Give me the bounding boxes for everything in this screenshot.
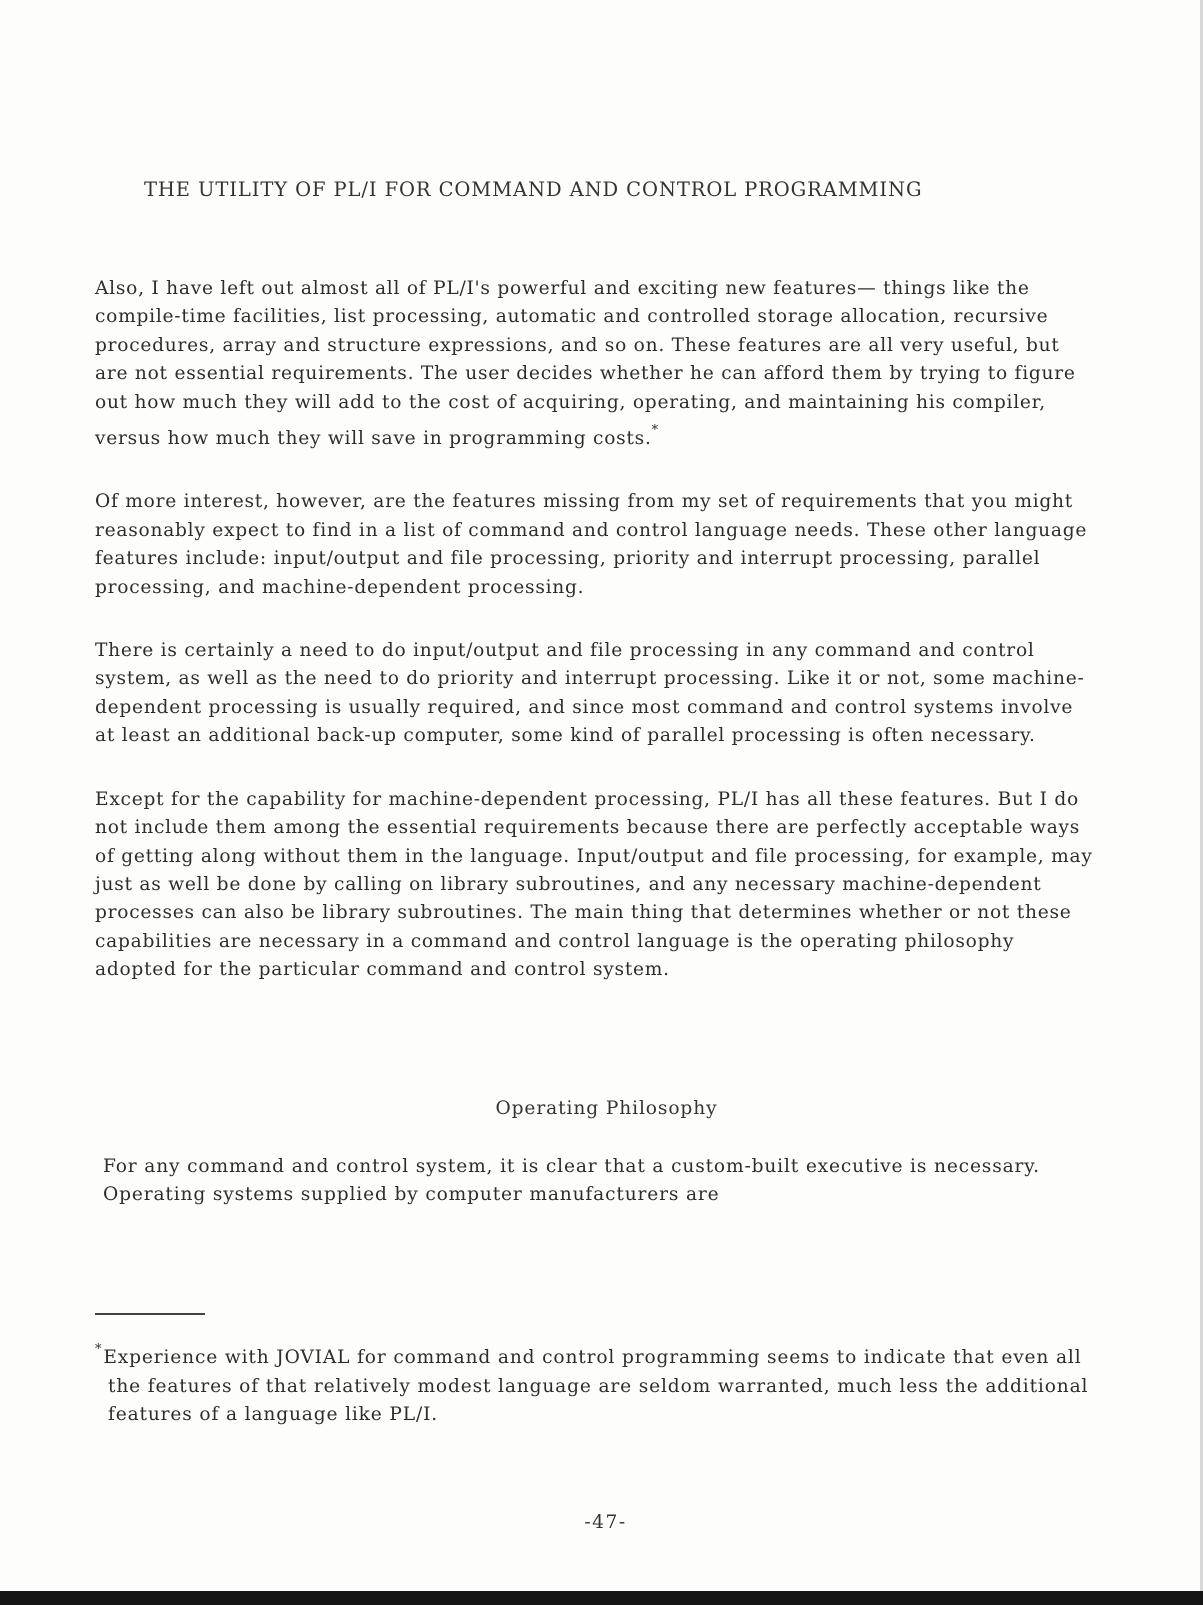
paragraph-2: Of more interest, however, are the features missing from my set of requirements that you might reasonably expect to find in a list of command and control language needs. These other language features include: input/output and file processing, priority and interrupt processing, parallel processing, and machine-dependent processing. [95, 491, 1088, 598]
footnote-marker: * [95, 1342, 103, 1357]
page-number: -47- [584, 1512, 627, 1533]
footnote [95, 1336, 1095, 1430]
paragraph-3: There is certainly a need to do input/output and file processing in any command and control system, as well as the need to do priority and interrupt processing. Like it or not, some machine-dependent processing is usually required, and since most command and control systems involve at least an additional back-up computer, some kind of parallel processing is often necessary. [95, 640, 1085, 747]
footnote-divider [95, 1313, 205, 1315]
section-body [103, 1153, 1103, 1210]
footnote-paragraph [95, 1336, 1095, 1430]
section-heading: Operating Philosophy [495, 1098, 718, 1119]
paragraph-1-text: Also, I have left out almost all of PL/I's powerful and exciting new features— things like the compile-time facilities, list processing, automatic and controlled storage allocation, recursive procedures, array and structure expressions, and so on. These features are all very useful, but are not essential requirements. The user decides whether he can afford them by trying to figure out how much they will add to the cost of acquiring, operating, and maintaining his compiler, versus how much they will save in programming costs. [95, 278, 1076, 450]
paragraph-4: Except for the capability for machine-dependent processing, PL/I has all these features. But I do not include them among the essential requirements because there are perfectly acceptable ways of getting along without them in the language. Input/output and file processing, for example, may just as well be done by calling on library subroutines, and any necessary machine-dependent processes can also be library subroutines. The main thing that determines whether or not these capabilities are necessary in a command and control language is the operating philosophy adopted for the particular command and control system. [95, 788, 1093, 981]
paragraph-1 [95, 275, 1095, 453]
footnote-reference: * [651, 423, 659, 439]
section-paragraph: For any command and control system, it is clear that a custom-built executive is necessary. Operating systems supplied by computer manufacturers are [103, 1156, 1040, 1206]
running-head: THE UTILITY OF PL/I FOR COMMAND AND CONTROL PROGRAMMING [144, 178, 923, 201]
body-text [95, 275, 1095, 1020]
footnote-text: Experience with JOVIAL for command and control programming seems to indicate that even all the features of that relatively modest language are seldom warranted, much less the additional features of a language like PL/I. [103, 1347, 1089, 1426]
scan-bottom-border [0, 1591, 1203, 1605]
